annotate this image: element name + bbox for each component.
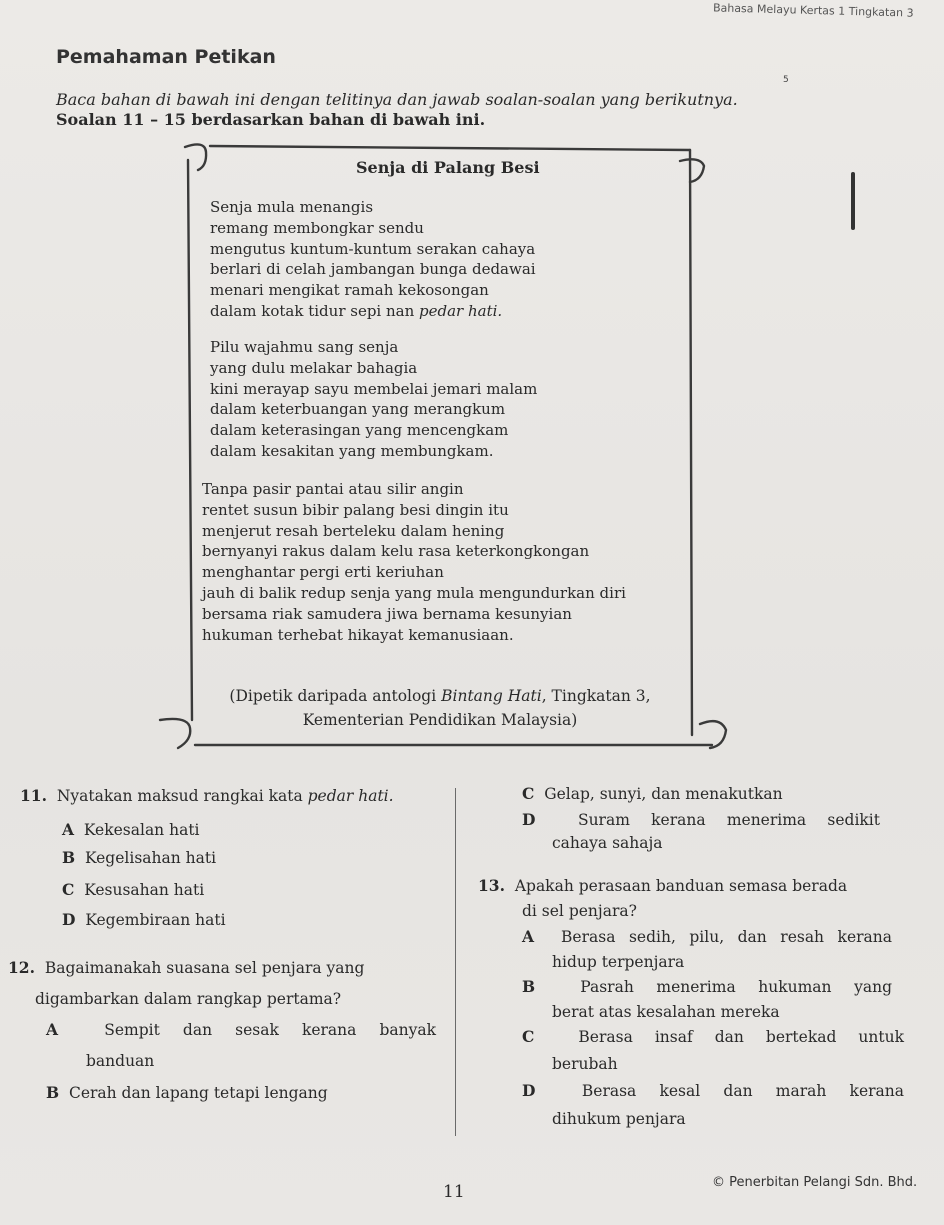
option-letter: B — [522, 977, 536, 996]
q12-option-a[interactable] — [46, 1020, 436, 1039]
option-letter: D — [522, 1081, 536, 1100]
option-text: Berasa kesal dan marah kerana — [581, 1082, 904, 1100]
question-number: 12. — [8, 958, 35, 977]
page-number: 11 — [443, 1182, 465, 1202]
q13-option-b-line-2: berat atas kesalahan mereka — [552, 1003, 780, 1021]
poem-line: rentet susun bibir palang besi dingin itu — [202, 500, 509, 519]
option-text: Berasa sedih, pilu, dan resah kerana — [561, 928, 892, 946]
instruction: Baca bahan di bawah ini dengan telitinya dan jawab soalan-soalan yang berikutnya. — [56, 90, 738, 109]
source-line-1 — [180, 684, 700, 708]
q11-option-b[interactable] — [62, 848, 216, 867]
poem-line: berlari di celah jambangan bunga dedawai — [210, 260, 536, 279]
option-letter: B — [62, 848, 76, 867]
q13-option-a[interactable] — [522, 927, 892, 946]
poem-title: Senja di Palang Besi — [356, 158, 540, 177]
poem-line: remang membongkar sendu — [210, 218, 424, 237]
poem-line-text: dalam kotak tidur sepi nan — [210, 301, 420, 320]
poem-line — [210, 301, 536, 322]
poem-line: kini merayap sayu membelai jemari malam — [210, 379, 538, 398]
option-letter: D — [522, 810, 536, 829]
poem-stanza-2 — [210, 337, 537, 462]
option-text: Sempit dan sesak kerana banyak — [104, 1021, 437, 1039]
source-text: , Tingkatan 3, — [541, 687, 651, 705]
q13-option-a-line-2: hidup terpenjara — [552, 953, 685, 971]
option-text: Cerah dan lapang tetapi lengang — [68, 1084, 328, 1102]
option-letter: A — [46, 1020, 59, 1039]
source-book-title: Bintang Hati — [441, 687, 542, 705]
poem-line: mengutus kuntum-kuntum serakan cahaya — [210, 239, 536, 258]
option-letter: A — [522, 927, 535, 946]
question-13 — [478, 876, 847, 895]
q12-option-c[interactable] — [522, 784, 783, 803]
poem-line: bernyanyi rakus dalam kelu rasa keterkongkongan — [202, 542, 590, 561]
question-text-italic: pedar hati. — [307, 787, 394, 805]
q11-option-a[interactable] — [62, 820, 200, 839]
question-text: Bagaimanakah suasana sel penjara yang — [44, 959, 365, 977]
option-letter: D — [62, 910, 76, 929]
option-letter: C — [522, 784, 535, 803]
poem-line: dalam kesakitan yang membungkam. — [210, 441, 494, 460]
option-text: Kegembiraan hati — [85, 911, 226, 929]
poem-line: Senja mula menangis — [210, 198, 374, 216]
margin-mark — [851, 172, 855, 230]
question-12 — [8, 958, 364, 977]
question-11 — [20, 786, 394, 805]
option-text: Kesusahan hati — [84, 881, 205, 899]
corner-mark: 5 — [783, 75, 789, 85]
poem-line: hukuman terhebat hikayat kemanusiaan. — [202, 625, 514, 644]
poem-line: Pilu wajahmu sang senja — [210, 338, 399, 356]
source-line-2: Kementerian Pendidikan Malaysia) — [302, 711, 578, 729]
q12-option-d[interactable] — [522, 810, 880, 829]
option-letter: C — [522, 1027, 535, 1046]
option-text: Kegelisahan hati — [84, 849, 217, 867]
option-text: Kekesalan hati — [83, 821, 200, 839]
q13-option-c[interactable] — [522, 1027, 904, 1046]
source-text: (Dipetik daripada antologi — [229, 687, 442, 705]
option-letter: A — [62, 820, 75, 839]
poem-line: bersama riak samudera jiwa bernama kesunyian — [202, 604, 572, 623]
question-number: 13. — [478, 876, 505, 895]
poem-line: menjerut resah berteleku dalam hening — [202, 521, 505, 540]
poem-source — [180, 684, 700, 732]
option-text: Suram kerana menerima sedikit — [577, 811, 880, 829]
option-letter: C — [62, 880, 75, 899]
q13-option-d-line-2: dihukum penjara — [552, 1110, 686, 1128]
question-text: Apakah perasaan banduan semasa berada — [514, 877, 848, 895]
question-12-line-2: digambarkan dalam rangkap pertama? — [35, 990, 342, 1008]
q11-option-c[interactable] — [62, 880, 204, 899]
poem-stanza-1 — [210, 197, 536, 322]
q11-option-d[interactable] — [62, 910, 226, 929]
question-range: Soalan 11 – 15 berdasarkan bahan di bawah ini. — [56, 110, 486, 129]
section-title: Pemahaman Petikan — [56, 46, 276, 68]
q13-option-b[interactable] — [522, 977, 892, 996]
option-text: Gelap, sunyi, dan menakutkan — [544, 785, 783, 803]
poem-line: dalam keterasingan yang mencengkam — [210, 421, 509, 440]
poem-line: dalam keterbuangan yang merangkum — [210, 400, 506, 419]
publisher-credit: © Penerbitan Pelangi Sdn. Bhd. — [712, 1175, 918, 1190]
poem-line: menghantar pergi erti keriuhan — [202, 563, 444, 582]
question-number: 11. — [20, 786, 47, 805]
column-divider — [455, 788, 456, 1136]
question-13-line-2: di sel penjara? — [522, 902, 637, 920]
q13-option-c-line-2: berubah — [552, 1055, 618, 1073]
q12-option-a-line-2: banduan — [86, 1052, 155, 1070]
running-header: Bahasa Melayu Kertas 1 Tingkatan 3 — [713, 1, 915, 20]
question-text: Nyatakan maksud rangkai kata — [56, 787, 308, 805]
poem-stanza-3 — [202, 479, 626, 645]
q12-option-d-line-2: cahaya sahaja — [552, 834, 663, 852]
poem-line: Tanpa pasir pantai atau silir angin — [202, 480, 464, 498]
option-text: Pasrah menerima hukuman yang — [580, 978, 893, 996]
option-text: Berasa insaf dan bertekad untuk — [578, 1028, 904, 1046]
q12-option-b[interactable] — [46, 1083, 328, 1102]
poem-line: jauh di balik redup senja yang mula mengundurkan diri — [202, 583, 626, 602]
poem-line: yang dulu melakar bahagia — [210, 358, 418, 377]
option-letter: B — [46, 1083, 60, 1102]
poem-line: menari mengikat ramah kekosongan — [210, 281, 489, 300]
poem-line-italic: pedar hati. — [419, 301, 503, 320]
q13-option-d[interactable] — [522, 1081, 904, 1100]
